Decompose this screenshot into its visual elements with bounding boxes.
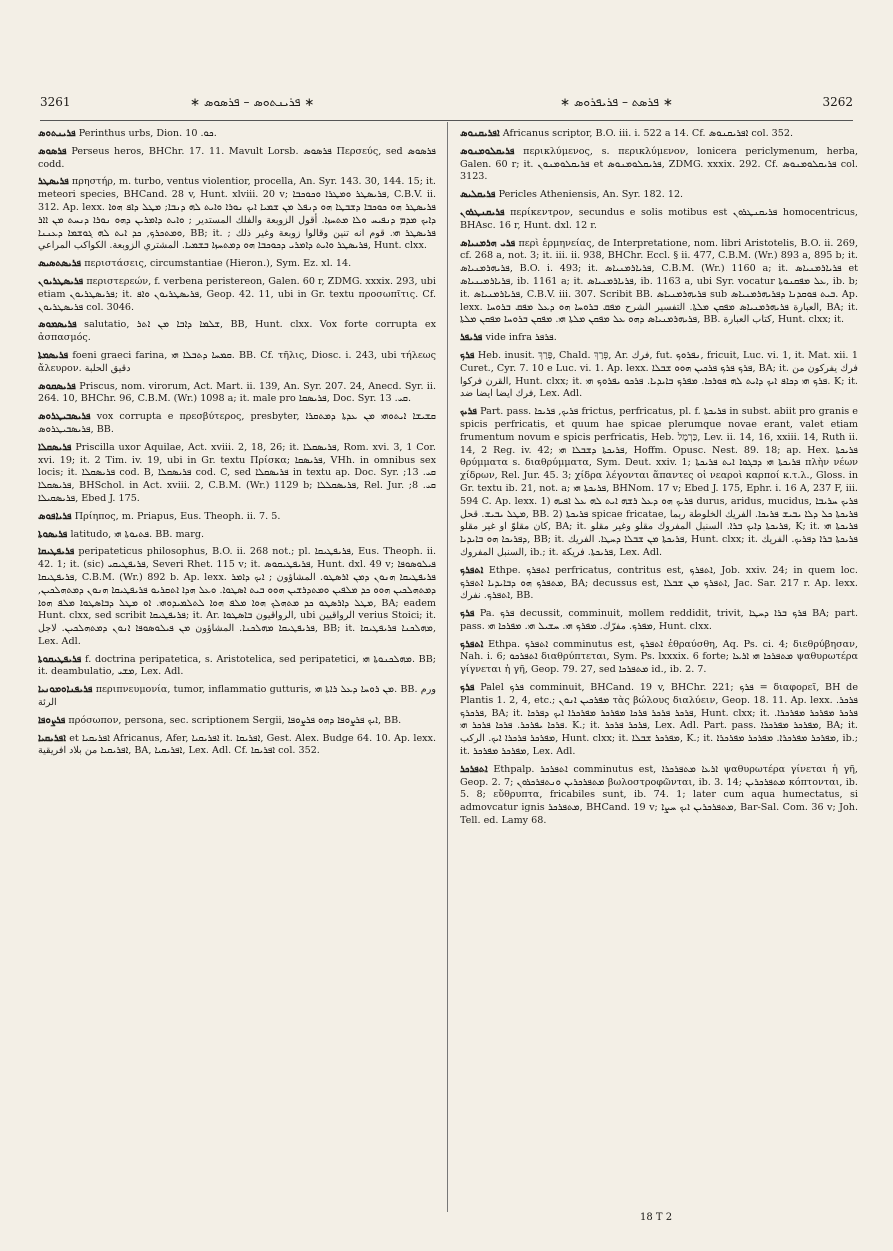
dictionary-entry xyxy=(38,411,436,437)
dictionary-entry xyxy=(38,276,436,314)
dictionary-entry xyxy=(460,189,858,202)
entry-headword: ܦܪܝܦܢܐܘܡܘܢܝܐ xyxy=(38,684,93,696)
entry-text: et ܐܦܪܝܩܝܐ Africanus, Afer, ܐܦܪܝܩܝܐ it. ܐܦܪܝܩܐ, Gest. Alex. Budge 64. 10. Ap. lexx. ܐܦܪܝܩܝܐ من بلاد افريقية, BA, ܐܦܪܝܩܝܐ, Lex. Adl. Cf. ܐܦܪܝܩܐ col. 352. xyxy=(38,732,436,757)
entry-text: Pericles Atheniensis, An. Syr. 182. 12. xyxy=(498,189,684,201)
dictionary-entry xyxy=(460,238,858,328)
entry-text: Part. pass. ܦܪܝܟ, ܦܪܝܟܐ frictus, perfricatus, pl. f. ܦܪܝܟܬܐ in subst. abiit pro granis e spicis perfricatis, et quum hae spicae plerumque novae erant, valet etiam frumentum novum e spicis perfricatis, Heb. כַּרְמֶל, Lev. ii. 14, 16, xxiii. 14, Ruth ii. 14, 2 Reg. iv. 42; ܦܪܝܟܬܐ ܕܫܒܠܐ ܗܝ, Hoffm. Opusc. Nest. 89. 18; ap. Hex. ܦܪܝܟܬܐ θρύμματα s. διαθρύμματα, Sym. Deut. xxiv. 1; ܦܪܝܟܬܐ ܗܝ ܕܒܓܘܐ ܐܝܬ ܦܪܝܟܬܐ πλὴν νέων χίδρων, Rel. Jur. 45. 3; χίδρα λέγονται ἅπαντες οἱ νεαροὶ καρποί κ.τ.λ., Gloss. in Gr. textu ib. 21, not. a; ܦܪܝܟܬܐ ܗܝ, BHNom. 17 v; Ebed J. 175, Ephr. i. 16 A, 237 F, iii. 594 C. Ap. lexx. 1) ܦܪܝܟ ܗܘ ܕܥܠ ܪܫܗ ܐܝܬ ܠܗ ܥܠ ܐܦܝܗ durus, aridus, mucidus, ܦܪܝܟ ܚܪܝܒܐ ܡܛܠ ܝܒܝܫ. قحل, BB. 2) ܦܪܝܟܬܐ spicae fricatae, ܦܪܝܟܬܐ ܟܠ ܕܠܐ ܝܒܝܫ ܦܪܝܟܐ. الفريك الخلوطة ربما كان مقلوّ او غير مقلو, BA; it. ܦܪܝܟܬܐ ܕܐܝܟ ܒܪܐ. السنبل المفروك مقلو وغير مقلو, K; it. ܦܪܝܟܬܐ ܗܝ ܕܦܪܝܟܐ ܗܘ ܒܐܝܕܝܐ, BB; it. ܦܪܝܟܬܐ ܡܢ ܫܒܠܐ ܕܚܛܐ. الفريك, Hunt. clxx; it. ܦܪܝܟܬܐ ܒܪܐ ܕܦܪܝܟ. الفريك السنبل المفروك, ib.; it. ܦܪܝܟܬܐ. فريكة, Lex. Adl. xyxy=(460,406,858,558)
page-number-right: 3262 xyxy=(822,95,853,109)
entry-text: πρηστήρ, m. turbo, ventus violentior, procella, An. Syr. 143. 30, 144. 15; it. meteori species, BHCand. 28 v, Hunt. xlviii. 20 v; ܦܪܝܣܛܪ ܘܡܛܪܐ ܘܟܘܟܒܐ, C.B.V. ii. 312. Ap. lexx. ܦܪܝܣܛܪ ܗܘ ܟܘܟܒܐ ܕܫܒܛܐ ܗܘ ܕܢܦܠ ܡܢ ܫܡܝܐ ܐܝܟ ܢܘܪܐ ܘܐܝܬ ܠܗ ܕܢܒܐ; ܡܛܠ ܕܐܦ ܗܘܐ ܕܐܝܟ ܡܕܡ ܕܢܦܝܚ ܘܠܐ ܡܬܚܙܐ. أقول الزوبعة والفلك المستدير ; ܘܐܝܬ ܕܐܡܪܝܢ ܕܗܘ ܢܘܪܐ ܕܢܚܬ ܡܢ ܐܐܪ ܘܡܬܟܪܟ, ܟܕ ܐܝܬ ܠܗ ܓܘܫܡܐ ܕܥܢܢܐ, BB; it. ܦܪܝܣܛܪ ܗܝ. قوم انه تنين وقالوا زوبعة وغير ذلك ; ܦܪܝܣܛܪ ܘܐܝܬ ܕܐܡܪܝ ܕܟܘܟܒܐ ܗܘ ܕܡܬܚܙܐ ܒܫܡܝܐ. المشتري الزوبعة. الكواكب المراعي, Hunt. clxx. xyxy=(38,176,436,252)
entry-headword: ܦܪܝܦܪ xyxy=(460,332,483,344)
entry-headword: ܦܪܝܢܬܘܣ xyxy=(38,128,76,139)
entry-text: πρόσωπον, persona, sec. scriptionem Sergii, ܐܝܟ ܦܪܨܘܦܐ ܕܗܘ ܦܪܨܘܦܐ, BB. xyxy=(68,714,402,726)
entry-text: latitudo, ܦܬܝܘܬܐ ܗܝ. BB. marg. xyxy=(70,528,205,540)
dictionary-entry xyxy=(38,511,436,524)
entry-text: Ethpa. ܐܬܦܪܟ comminutus est, ܐܬܦܪܟ ἐθραύσθη, Aq. Ps. ci. 4; διεθρύβησαν, Nah. i. 6; ܐܬܦܪܟܘ διαθρύπτεται, Sym. Ps. lxxxix. 6 forte; ܡܬܦܪܟܐ ܗܝ ܐܪܥܐ ψαθυρωτέρα γίγνεται ἡ γῆ, Geop. 79. 27, sed ܡܬܦܪܟܐ id., ib. 2. 7. xyxy=(460,638,858,676)
entry-text: vox corrupta e πρεσβύτερος, presbyter, ܩܫܝܫܐ ܐܝܬܘܗܝ ܡܢ ܥܕܬܐ ܕܡܬܩܪܐ ܦܪܝܣܒܝܛܪܘܣ, BB. xyxy=(38,411,436,435)
entry-headword: ܦܪܝܟ xyxy=(460,406,477,418)
dictionary-entry xyxy=(38,733,436,759)
entry-headword: ܦܪܝ ܗܪܡܢܝܐܣ xyxy=(460,237,516,249)
entry-text: Heb. inusit. פָּרַךְ, Chald. פְּרַךְ, Ar. فرك, fut. ܢܦܪܘܟ, fricuit, Luc. vi. 1, it. Mat. xii. 1 Curet., Cyr. 7. 10 e Luc. vi. 1. Ap. lexx. ܦܪܟ ܦܪܟ ܦܪܟܝܢ ܗܘܘ ܫܒܠܐ, BA; it. فرك يفركون من القرن فركوا, Hunt. clxx; it. ܦܪܟ ܗܝ ܕܟܐܦ ܐܝܟ ܕܐܝܬ ܠܗ ܦܘܪܟܐ. ܡܦܪܟ ܒܐܝܕܝܐ. ܦܪܟܘ ܝܦܪܘܟ ܗܝ. K; it. فرك ايضا ايضا ضد, Lex. Adl. xyxy=(460,349,858,400)
dictionary-entry xyxy=(38,654,436,680)
dictionary-entry xyxy=(38,381,436,407)
entry-text: Priscilla uxor Aquilae, Act. xviii. 2, 18, 26; it. ܦܪܝܣܩܠܐ, Rom. xvi. 3, 1 Cor. xvi. 19; it. 2 Tim. iv. 19, ubi in Gr. textu Πρίσκα; ܦܪܝܣܩܐ, VHh. in omnibus sex locis; it. ܦܪܝܣܩܠܐ cod. B, ܦܪܝܣܩܠܐ cod. C, sed ܦܪܝܣܩܠܐ in textu ap. Doc. Syr. ܩܝ. 13; ܦܪܝܣܩܠܐ, BHSchol. in Act. xviii. 2, C.B.M. (Wr.) 1129 b; ܦܪܝܣܩܠܠܐ, Rel. Jur. ܩܝ. 8; ܦܪܝܣܩܝܠܐ, Ebed J. 175. xyxy=(38,441,436,504)
dictionary-entry xyxy=(460,350,858,401)
signature-mark: 18 T 2 xyxy=(640,1212,673,1223)
dictionary-entry xyxy=(460,406,858,560)
entry-headword: ܦܪܝܣܩܘܣ xyxy=(38,380,76,392)
entry-headword: ܦܪܟ xyxy=(460,682,475,694)
entry-text: περιπνευμονία, tumor, inflammatio gutturis, ܡܢ ܪܘܚܐ ܕܥܠ ܪܐܬܐ ܗܝ. BB. ورم الرئة xyxy=(38,684,436,709)
entry-headword: ܦܪܝܣܬܣܝܣ xyxy=(38,258,82,270)
entry-text: peripateticus philosophus, B.O. ii. 268 not.; pl. ܦܪܝܦܛܝܩܐ, Eus. Theoph. ii. 42. 1; it. (sic) ܦܪܝܦܛܝܩܝ, Severi Rhet. 115 v; it. ܦܪܝܦܛܝܩܘܣ, Hunt. dxl. 49 v; ܦܝܠܘܣܘܦܐ ܦܪܝܦܛܝܩܐ, C.B.M. (Wr.) 892 b. Ap. lexx. ܦܪܝܦܛܝܩܐ ܗܢܘܢ ܕܡܢ ܐܪܣܛܘ. المشاؤون ; ܐܝܟ ܕܐܡܪ ܕܡܬܗܠܟܝܢ ܗܘܘ ܟܕ ܡܠܦܝܢ ܘܡܬܕܪܫܝܢ ܗܘܘ ܒܝܬ ܐܣܛܘܐ. ܘܥܠ ܗܕܐ ܐܬܩܪܝܘ ܦܪܝܦܛܝܩܐ ܗܢܘܢ ܕܡܬܗܠܟܝܢ, ܡܛܠ ܕܐܪܣܛܘ ܟܕ ܡܬܗܠܟ ܗܘܐ ܡܠܦ ܗܘܐ ܠܬܠܡܝܕܘܗܝ. ܐܘ ܡܛܠ ܕܒܐܣܛܘܐ ܡܠܦ ܗܘܐ, BA; eadem Hunt. clxx, sed scribit ܦܪܝܦܛܝܩܐ; it. Ar. الرواقيون ܒܐܣܛܘܐ, ubi الرواقيين verius Stoici; it. ܦܪܝܦܛܝܩܐ ܡܗܠܟܢܐ. المشاؤون ܡܢ ܦܝܠܘܣܘܦܐ ܐܢܘܢ ܕܡܬܗܠܟܝܢ. لاجل, BB; it. ܡܗܠܟܢܐ ܦܪܝܦܛܝܩܐ, Lex. Adl. xyxy=(38,546,436,647)
column-divider xyxy=(447,122,448,1212)
header-rule xyxy=(40,120,853,121)
entry-text: foeni graeci farina, ܩܡܚܐ ܕܬܒܠܐ ܗܝ. BB. Cf. τῆλις, Diosc. i. 243, ubi τήλεως ἄλευρον. دقيق الحلبة xyxy=(38,349,436,374)
entry-headword: ܦܪܝܐܦܘܣ xyxy=(38,510,72,522)
entry-text: Ethpalp. ܐܬܦܪܟܪ comminutus est, ܐܪܥܐ ܡܬܦܪܟܪܐ ψαθυρωτέρα γίνεται ἡ γῆ, Geop. 2. 7; ܡܬܦܪܟܪܝܢ ܘܢܬܦܪܟܪܘܢ βωλοστροφῶνται, ib. 3. 14; ܡܬܦܪܟܪܝܢ κόπτονται, ib. 5. 8; εὔθρυπτα, fricabiles sunt, ib. 74. 1; later cum aqua humectatus, si admovcatur ignis ܡܬܦܪܟܪ, BHCand. 19 v; ܡܬܦܪܟܪܝܢ ܐܝܟ ܚܨܐ, Bar-Sal. Com. 36 v; Joh. Tell. ed. Lamy 68. xyxy=(460,763,858,827)
dictionary-entry xyxy=(460,207,858,233)
dictionary-entry xyxy=(38,529,436,542)
page-number-left: 3261 xyxy=(40,95,71,109)
dictionary-entry xyxy=(38,319,436,345)
entry-text: περιστερεών, f. verbena peristereon, Galen. 60 r, ZDMG. xxxix. 293, ubi etiam ܦܪܝܣܛܪܝܘܢ; it. ܦܪܝܣܛܪܝܘܢ ܘܐܦ, Geop. 42. 11, ubi in Gr. textu προσωπῖτις. Cf. ܦܪܝܣܛܪܝܘܢ col. 3046. xyxy=(38,275,436,313)
entry-text: Πρίηπος, m. Priapus, Eus. Theoph. ii. 7. 5. xyxy=(74,510,281,522)
entry-headword: ܐܬܦܪܟܪ xyxy=(460,763,488,775)
right-column xyxy=(460,128,858,1208)
entry-headword: ܦܪܝܩܢܛܪܘܢ xyxy=(460,206,505,218)
dictionary-entry xyxy=(460,682,858,759)
entry-text: Palel ܦܪܟ comminuit, BHCand. 19 v, BHChr. 221; ܦܪܟ = διαφορεῖ, BH de Plantis 1. 2, 4, etc.; ܡܦܪܟܝܢ ܐܢܘܢ τὰς βώλους διαλύειν, Geop. 18. 11. Ap. lexx. ܦܪܟܪ. ܦܪܟܪܟ, BA; it. ܦܪܟܪ ܦܪܟܪ ܦܪܟܐ ܡܦܪܟܪ ܡܦܪܟܪܐ ܐܝܟ ܕܦܪܟܐ, Hunt. clxx; it. ܦܪܟܪ ܡܦܪܟܪ ܡܦܪܟܪܐ. ܦܪܟܐ ܝܦܪܟܪ. ܦܪܟܐ ܦܪܟܪ ܗܝ. K.; it. ܦܪܟܪ ܦܪܟܪ, Lex. Adl. Part. pass. ܡܦܪܟܪ ܡܦܪܟܪܐ, BA; it. ܡܦܪܟܪ ܦܪܟܪܐ ܐܝܟ. الركب, Hunt. clxx; it. ܡܦܪܟܪ ܫܒܠܐ, K.; it. ܡܦܪܟܪ ܡܦܪܟܪܐ. ܡܦܪܟܪ ܡܦܪܟܪܐ, ib.; it. ܡܦܪܟܪ ܡܦܪܟܪ, Lex. Adl. xyxy=(460,682,858,758)
entry-headword: ܦܪܨܘܦܐ xyxy=(38,714,66,726)
entry-text: f. doctrina peripatetica, s. Aristotelica, sed peripatetici, ܡܗܠܟܢܘܬܐ ܗܝ. BB; it. deambulatio, ܡܫܝ, Lex. Adl. xyxy=(38,653,436,678)
entry-headword: ܦܪܝܣܘܬܐ xyxy=(38,528,68,540)
entry-headword: ܦܪܝܦܛܝܩܐ xyxy=(38,546,75,558)
entry-headword: ܦܪܝܣܡܬܐ xyxy=(38,349,69,361)
dictionary-entry xyxy=(38,258,436,271)
entry-headword: ܦܪܝܣܛܪܝܘܢ xyxy=(38,275,84,287)
entry-text: Ethpe. ܐܬܦܪܟ perfricatus, contritus est, ܐܬܦܪܟ, Job. xxiv. 24; in quem loc. ܡܬܦܪܟ ܗܘ ܕܒܐܝܕܝܐ ܐܬܦܪܟ, BA; decussus est, ܐܬܦܪܟ ܡܢ ܫܒܠܐ, Jac. Sar. 217 r. Ap. lexx. ܐܬܦܪܟ. نفرك, BB. xyxy=(460,564,858,602)
entry-headword: ܐܦܪܝܩܝܐ xyxy=(38,732,66,744)
page-header xyxy=(40,95,853,117)
dictionary-entry xyxy=(38,146,436,172)
entry-headword: ܦܪܝܣܒܝܛܪܘܣ xyxy=(38,411,91,423)
dictionary-entry xyxy=(38,546,436,648)
entry-headword: ܦܪܝܦܛܝܩܘܬܐ xyxy=(38,653,82,665)
entry-text: Africanus scriptor, B.O. iii. i. 522 a 14. Cf. ܐܦܪܝܩܢܘܣ col. 352. xyxy=(502,128,794,139)
entry-headword: ܦܪܝܣܛܪ xyxy=(38,176,69,188)
entry-text: περίκεντρον, secundus e solis motibus est ܦܪܝܩܢܛܪܘܢ homocentricus, BHAsc. 16 r, Hunt. dxl. 12 r. xyxy=(460,206,858,231)
dictionary-entry xyxy=(38,350,436,376)
dictionary-entry xyxy=(38,128,436,141)
entry-headword: ܐܬܦܪܟ xyxy=(460,564,484,576)
running-head-left: ∗ ܦܪܝܢܬܘܣ – ܦܪܣܘܣ ∗ xyxy=(190,95,315,109)
dictionary-entry xyxy=(460,146,858,184)
dictionary-entry xyxy=(38,684,436,710)
entry-headword: ܦܪܟ xyxy=(460,349,475,361)
entry-text: περικλύμενος, s. περικλύμενον, lonicera periclymenum, herba, Galen. 60 r; it. ܦܪܝܩܠܘܡܢܘܢ et ܦܪܝܩܠܘܡܢܘܣ, ZDMG. xxxix. 292. Cf. ܦܪܝܩܠܘܡܢܘܣ col. 3123. xyxy=(460,145,858,183)
left-column xyxy=(38,128,436,1208)
entry-headword: ܦܪܝܩܠܘܡܢܘܣ xyxy=(460,145,515,157)
entry-headword: ܦܪܟ xyxy=(460,608,475,620)
dictionary-entry xyxy=(460,639,858,677)
entry-headword: ܦܪܝܣܩܠܐ xyxy=(38,441,72,453)
dictionary-entry xyxy=(460,764,858,828)
entry-text: Pa. ܦܪܟ decussit, comminuit, mollem reddidit, trivit, ܦܪܟ ܒܪܐ ܕܚܛܐ BA; part. pass. ܡܦܪܟ. مفرّك. ܡܦܪܟ ܗܝ. ܚܫܝܠ ܗܝ. ܡܦܪܟܐ ܗܝ, Hunt. clxx. xyxy=(460,608,858,632)
entry-text: salutatio, ܫܠܡܐ ܕܐܒܐ ܡܢ ܐܬܪ, BB, Hunt. clxx. Vox forte corrupta ex ἀσπασμός. xyxy=(38,319,436,344)
entry-headword: ܦܪܣܘܣ xyxy=(38,145,67,157)
dictionary-entry xyxy=(460,608,858,634)
running-head-right: ∗ ܦܪܣܬ – ܦܪܝܦܪܘܣ ∗ xyxy=(560,95,673,109)
entry-headword: ܐܦܪܝܩܢܘܣ xyxy=(460,128,500,139)
dictionary-entry xyxy=(38,176,436,253)
entry-text: Perinthus urbs, Dion. ܟܘ. 10. xyxy=(78,128,217,139)
dictionary-entry xyxy=(38,715,436,728)
dictionary-entry xyxy=(460,332,858,345)
entry-text: Perseus heros, BHChr. 17. 11. Mavult Lorsb. ܦܪܣܘܣ Περσεύς, sed ܦܪܣܘܣ codd. xyxy=(38,145,436,170)
entry-headword: ܐܬܦܪܟ xyxy=(460,638,484,650)
dictionary-entry xyxy=(460,565,858,603)
entry-text: Priscus, nom. virorum, Act. Mart. ii. 139, An. Syr. 207. 24, Anecd. Syr. ii. 264. 10, BHChr. 96, C.B.M. (Wr.) 1098 a; it. male pro ܦܪܝܣܩܐ, Doc. Syr. ܩܝ. 13. xyxy=(38,380,436,405)
dictionary-entry xyxy=(38,442,436,506)
entry-text: περὶ ἑρμηνείας, de Interpretatione, nom. libri Aristotelis, B.O. ii. 269, cf. 268 a, not. 3; it. iii. ii. 938, BHChr. Eccl. § ii. 477, C.B.M. (Wr.) 893 a, 895 b; it. ܦܪܝܗܪܡܢܝܐܣ, B.O. i. 493; it. ܦܪܝܐܪܡܢܝܐܣ, C.B.M. (Wr.) 1160 a; it. ܦܪܝܐܪܡܢܝܐܣ et ܦܪܝܐܪܡܝܢܝܐܣ, ib. 1161 a; it. ܦܪܝܐܪܡܢܝܐܣ, ib. 1163 a, ubi Syr. vocatur ܥܠ ܡܦܩܢܘܬܐ, ib. b; it. ܦܪܝܐܪܡܢܝܐܣ, C.B.V. iii. 307. Scribit BB. ܦܪܝܗܪܡܢܝܐܣ sub ܒܝܬ ܦܘܩܕܢܐ ܕܦܪܝܗܪܡܢܝܐܣ. Ap. lexx. العبارة ܦܪܝܗܪܡܢܝܐܣ ܡܦܩܢ ܡܠܬܐ. التفسير الشرح ܡܦܩ ܒܪܘܚܐ ܗܘ ܕܥܠ ܡܦܩ ܒܪܘܚܐ, BA; it. ܦܪܝܗܪܡܢܝܐܣ ܕܗܘ ܥܠ ܡܦܩܢ ܡܠܬܐ ܗܝ. ܡܦܩܢ ܒܪܘܚܐ ܡܦܩܢ ܡܠܬܐ, BB. كتاب العبارة, Hunt. clxx; it. xyxy=(460,237,858,326)
entry-headword: ܦܪܝܩܠܝܣ xyxy=(460,189,496,201)
entry-text: περιστάσεις, circumstantiae (Hieron.), Sym. Ez. xl. 14. xyxy=(84,258,352,270)
entry-headword: ܦܪܝܣܡܘܣ xyxy=(38,319,77,331)
dictionary-entry xyxy=(460,128,858,141)
entry-text: vide infra ܦܪܦܪ. xyxy=(485,332,557,344)
